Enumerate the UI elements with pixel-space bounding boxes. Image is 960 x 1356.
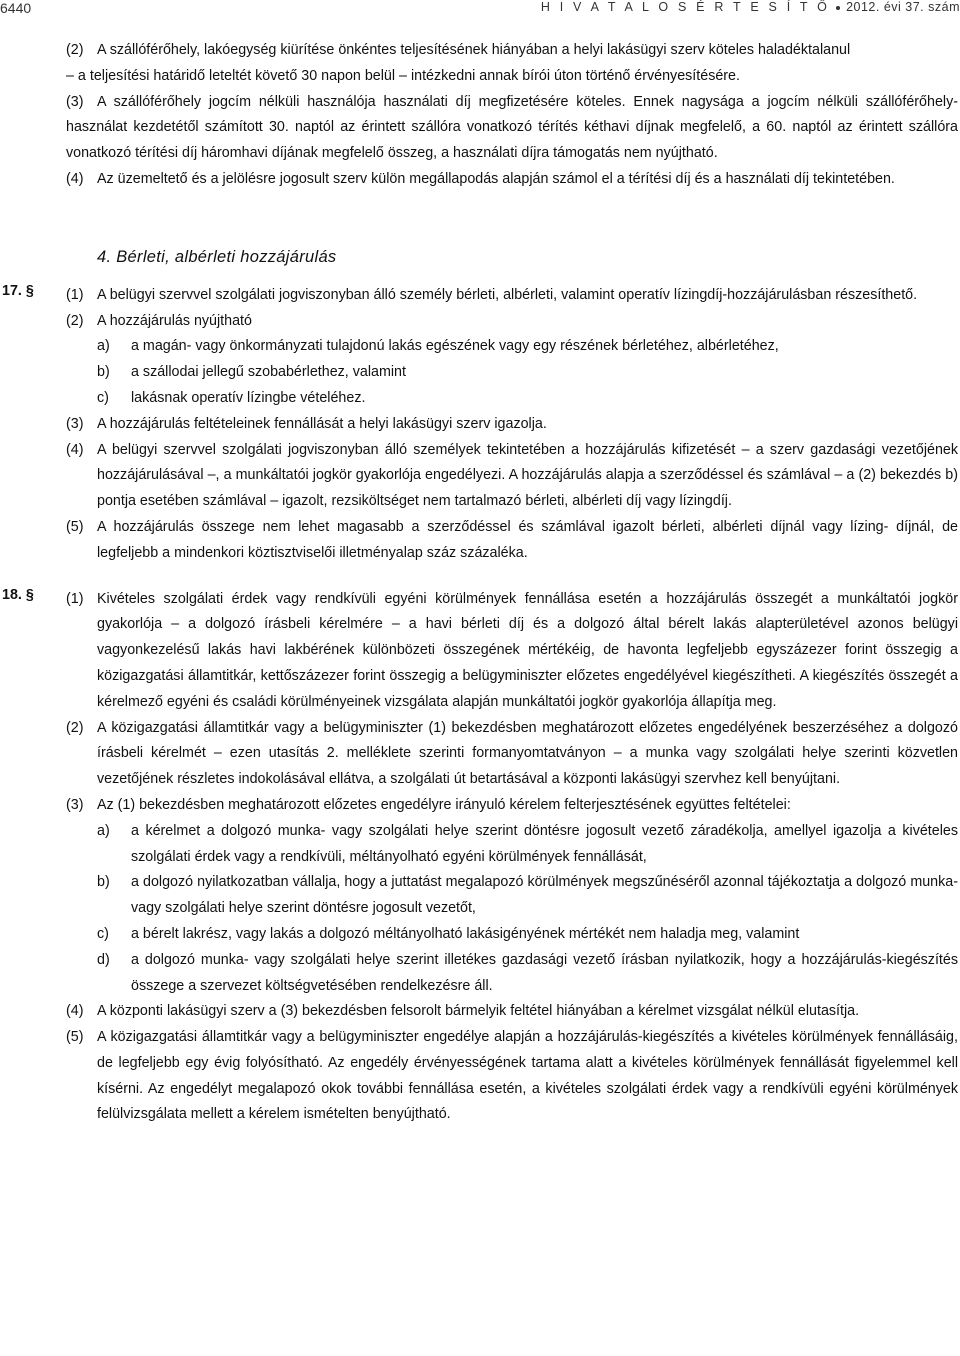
page-number: 6440 [0,0,32,16]
paragraph-text: A szállóférőhely jogcím nélküli használója használati díj megfizetésére köteles. Ennek nagysága a jogcím nélküli szállóférőhely-használat kezdetétől számított 30. naptól az érintett szállóra vonatkozó térítés kéthavi díjnak megfelelő, a 60. naptól az érintett szállóra vonatkozó térítési díj háromhavi díjának megfelelő összeg, a használati díjra támogatás nem nyújtható. [66,93,958,162]
paragraph-number: (2) [66,719,84,736]
item-label: a) [97,822,110,839]
paragraph [0,1025,960,1128]
item-label: c) [97,925,109,942]
paragraph-number: (5) [66,518,84,535]
item-label: b) [97,874,110,891]
section-number: 17. § [2,282,34,299]
paragraph-number: (4) [66,1003,84,1020]
paragraph-number: (3) [66,796,84,813]
paragraph-text: A központi lakásügyi szerv a (3) bekezdésben felsorolt bármelyik feltétel hiányában a kérelmet vizsgálat nélkül elutasítja. [97,1003,860,1020]
paragraph [0,793,960,819]
section-18 [0,587,960,1129]
paragraph [0,283,960,309]
intro-paragraph [0,90,960,167]
intro-paragraph-continuation [0,64,960,90]
paragraph-text: Kivételes szolgálati érdek vagy rendkívüli egyéni körülmények fennállása esetén a hozzájárulás összegét a munkáltatói jogkör gyakorlója – a dolgozó írásbeli kérelmére – a havi bérleti díj és a dolgozó által bérelt lakás alapterületével azonos belügyi vagyonkezelésű lakás havi lakbérének különbözeti összegének mértékéig, de havonta legfeljebb egyszázezer forint összegig a közigazgatási államtitkár, kettőszázezer forint összegig a belügyminiszter előzetes engedélyével kiegészítheti. A kiegészítés összegét a kérelmező egyéni és családi körülményeinek vizsgálata alapján munkáltatói jogkör gyakorlója állapítja meg. [97,590,958,710]
paragraph [0,587,960,716]
item-text: a dolgozó munka- vagy szolgálati helye szerint illetékes gazdasági vezető írásban nyilatkozik, hogy a hozzájárulás-kiegészítés összege a szervezet költségvetésében rendelkezésre áll. [131,951,958,994]
running-header [0,0,960,20]
paragraph-text: A közigazgatási államtitkár vagy a belügyminiszter engedélye alapján a hozzájárulás-kiegészítés a kivételes körülmények fennállásáig, de legfeljebb egy évig folyósítható. Az engedély érvényességének tartama alatt a kivételes körülmények fennállását figyelemmel kell kísérni. Az engedélyt megalapozó okok további fennállása esetén, a kivételes szolgálati érdek vagy a rendkívüli egyéni körülmények felülvizsgálata mellett a kérelem ismételten benyújtható. [97,1029,958,1123]
paragraph-text: A hozzájárulás összege nem lehet magasabb a szerződéssel és számlával igazolt bérleti, albérleti díjnál vagy lízing- díjnál, de legfeljebb a mindenkori köztisztviselői illetményalap száz százaléka. [97,518,958,561]
paragraph-text: Az (1) bekezdésben meghatározott előzetes engedélyre irányuló kérelem felterjesztésének együttes feltételei: [97,796,791,813]
paragraph [0,999,960,1025]
section-number: 18. § [2,586,34,603]
intro-paragraph [0,167,960,193]
paragraph-number: (4) [66,170,84,187]
paragraph-number: (4) [66,441,84,458]
paragraph-number: (2) [66,312,84,329]
item-text: a kérelmet a dolgozó munka- vagy szolgálati helye szerint döntésre jogosult vezető záradékolja, amellyel igazolja a kivételes szolgálati érdek vagy a rendkívüli, méltányolható egyéni körülmények fennállását, [131,822,958,865]
list-item [0,948,960,1000]
paragraph-number: (1) [66,286,84,303]
list-item [0,819,960,871]
list-item [0,870,960,922]
list-item [0,922,960,948]
item-text: a bérelt lakrész, vagy lakás a dolgozó méltányolható lakásigényének mértékét nem haladja meg, valamint [131,925,800,942]
paragraph-text-rest: – a teljesítési határidő leteltét követő 30 napon belül – intézkedni annak bírói úton történő érvényesítésére. [66,67,740,84]
paragraph-text: Az üzemeltető és a jelölésre jogosult szerv külön megállapodás alapján számol el a térítési díj és a használati díj tekintetében. [97,170,895,187]
intro-paragraph [0,38,960,64]
paragraph-text: A hozzájárulás nyújtható [97,312,252,329]
list-item [0,360,960,386]
item-text: a dolgozó nyilatkozatban vállalja, hogy a juttatást megalapozó körülmények megszűnéséről azonnal tájékoztatja a dolgozó munka- vagy szolgálati helye szerint döntésre jogosult vezetőt, [131,874,958,917]
paragraph [0,515,960,567]
paragraph-number: (3) [66,415,84,432]
separator-dot [836,6,840,10]
list-item [0,386,960,412]
paragraph-number: (2) [66,42,84,58]
item-label: a) [97,338,110,355]
paragraph-text: A hozzájárulás feltételeinek fennállását a helyi lakásügyi szerv igazolja. [97,415,547,432]
paragraph [0,309,960,335]
item-text: a szállodai jellegű szobabérlethez, valamint [131,364,406,381]
paragraph-text: A közigazgatási államtitkár vagy a belügyminiszter (1) bekezdésben meghatározott előzetes engedélyének beszerzéséhez a dolgozó írásbeli kérelmét – ezen utasítás 2. melléklete szerinti formanyomtatványon – a munka vagy szolgálati helye szerinti közvetlen vezetőjének részletes indokolásával ellátva, a szolgálati út betartásával a központi lakásügyi szervhez kell benyújtani. [97,719,958,788]
paragraph [0,438,960,515]
paragraph-number: (1) [66,590,84,607]
list-item [0,334,960,360]
paragraph-text: A belügyi szervvel szolgálati jogviszonyban álló személyek tekintetében a hozzájárulás kifizetését – a szerv gazdasági vezetőjének hozzájárulásával –, a munkáltatói jogkör gyakorlója engedélyezi. A hozzájárulás alapja a szerződéssel és számlával – a (2) bekezdés b) pontja esetében számlával – igazolt, rezsiköltséget nem tartalmazó bérleti, albérleti díj vagy lízingdíj. [97,441,958,510]
paragraph-number: (5) [66,1029,84,1046]
document-body [0,38,960,1128]
publication-title: H I V A T A L O S É R T E S Í T Ő [540,0,831,14]
section-17 [0,283,960,567]
item-text: a magán- vagy önkormányzati tulajdonú lakás egészének vagy egy részének bérletéhez, albérletéhez, [131,338,779,355]
item-label: d) [97,951,110,968]
paragraph [0,716,960,793]
paragraph-text: A belügyi szervvel szolgálati jogviszonyban álló személy bérleti, albérleti, valamint operatív lízingdíj-hozzájárulásban részesíthető. [97,286,918,303]
paragraph-number: (3) [66,93,84,110]
issue-label: 2012. évi 37. szám [846,0,960,14]
item-text: lakásnak operatív lízingbe vételéhez. [131,389,366,406]
item-label: b) [97,364,110,381]
section-heading: 4. Bérleti, albérleti hozzájárulás [97,247,337,266]
paragraph-text-line1: A szállóférőhely, lakóegység kiürítése önkéntes teljesítésének hiányában a helyi lakásügyi szerv köteles haladéktalanul [97,42,851,58]
item-label: c) [97,389,109,406]
running-title [541,0,960,14]
paragraph [0,412,960,438]
